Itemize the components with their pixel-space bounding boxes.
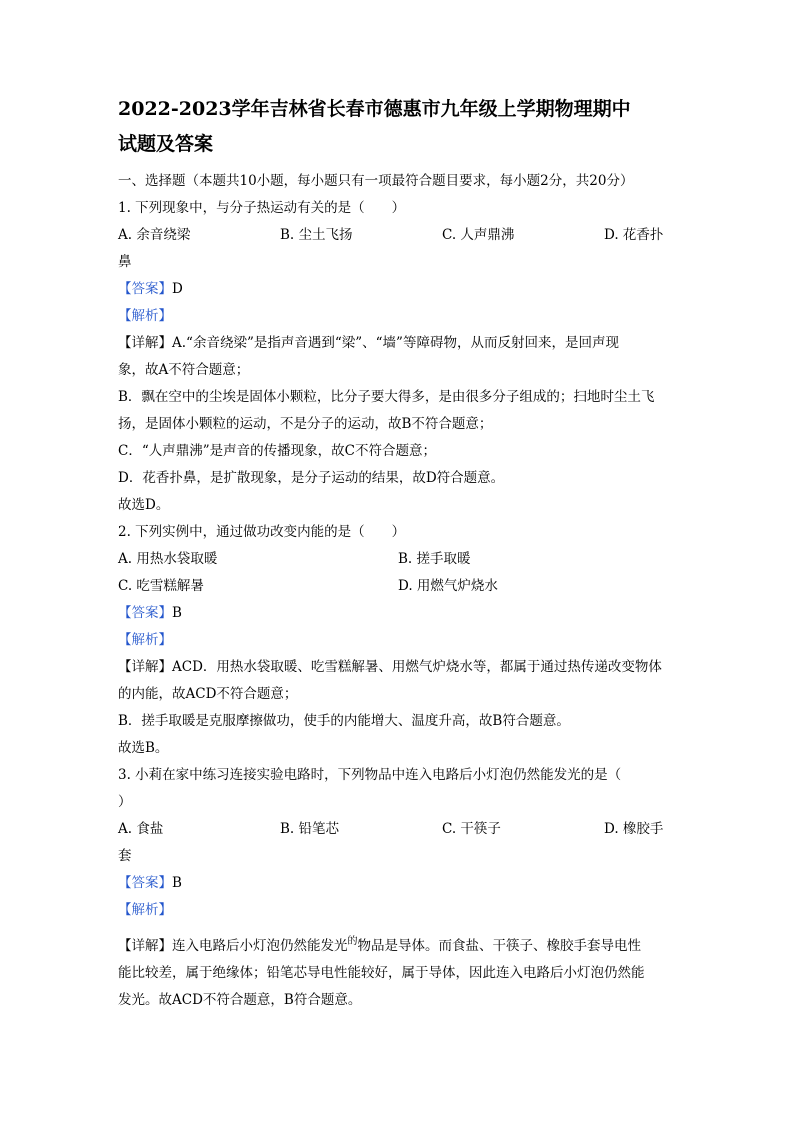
option-a: A. 食盐 [118, 821, 164, 837]
detail-line [118, 928, 678, 960]
question-stem: 2. 下列实例中，通过做功改变内能的是（ ） [118, 524, 406, 540]
answer-value: D [172, 281, 183, 297]
option-d: D. 用燃气炉烧水 [398, 578, 498, 594]
option-d: D. 花香扑 [604, 227, 664, 243]
detail-line [118, 330, 678, 357]
options-row [118, 546, 678, 573]
question-3 [118, 762, 678, 1014]
option-b: B. 铅笔芯 [280, 821, 340, 837]
detail-line: D．花香扑鼻，是扩散现象，是分子运动的结果，故D符合题意。 [118, 470, 505, 486]
detail-line: 扬，是固体小颗粒的运动，不是分子的运动，故B不符合题意； [118, 416, 493, 432]
detail-line: 象，故A不符合题意； [118, 362, 250, 378]
option-d: D. 橡胶手 [604, 821, 664, 837]
analysis-tag: 【解析】 [118, 902, 172, 918]
detail-line: 发光。故ACD不符合题意，B符合题意。 [118, 992, 362, 1008]
analysis-tag: 【解析】 [118, 308, 172, 324]
answer-line [118, 870, 678, 897]
question-1 [118, 195, 678, 519]
title-line-2: 试题及答案 [118, 133, 214, 155]
detail-line: B．搓手取暖是克服摩擦做功，使手的内能增大、温度升高，故B符合题意。 [118, 713, 570, 729]
detail-line [118, 654, 678, 681]
detail-line: C．“人声鼎沸”是声音的传播现象，故C不符合题意； [118, 443, 436, 459]
answer-tag: 【答案】 [118, 875, 172, 891]
question-2 [118, 519, 678, 762]
option-b: B. 尘土飞扬 [280, 227, 353, 243]
option-wrap: 套 [118, 848, 132, 864]
question-stem: 3. 小莉在家中练习连接实验电路时，下列物品中连入电路后小灯泡仍然能发光的是（ [118, 767, 622, 783]
options-row [118, 573, 678, 600]
analysis-tag: 【解析】 [118, 632, 172, 648]
detail-superscript: 的 [347, 936, 358, 947]
answer-value: B [172, 605, 182, 621]
detail-tag: 【详解】 [118, 938, 172, 954]
answer-line [118, 600, 678, 627]
option-c: C. 人声鼎沸 [442, 227, 515, 243]
detail-text: ACD．用热水袋取暖、吃雪糕解暑、用燃气炉烧水等，都属于通过热传递改变物体 [172, 659, 662, 675]
answer-tag: 【答案】 [118, 605, 172, 621]
answer-tag: 【答案】 [118, 281, 172, 297]
option-a: A. 余音绕梁 [118, 227, 191, 243]
document-page [118, 92, 678, 1014]
option-c: C. 吃雪糕解暑 [118, 578, 204, 594]
detail-line: 能比较差，属于绝缘体；铅笔芯导电性能较好，属于导体，因此连入电路后小灯泡仍然能 [118, 965, 645, 981]
question-stem-wrap: ） [118, 794, 132, 810]
detail-tag: 【详解】 [118, 335, 172, 351]
option-b: B. 搓手取暖 [398, 551, 471, 567]
question-stem: 1. 下列现象中，与分子热运动有关的是（ ） [118, 200, 406, 216]
detail-line: 故选B。 [118, 740, 169, 756]
answer-line [118, 276, 678, 303]
detail-line: 的内能，故ACD不符合题意； [118, 686, 298, 702]
page-title [118, 92, 678, 162]
detail-tag: 【详解】 [118, 659, 172, 675]
option-a: A. 用热水袋取暖 [118, 551, 218, 567]
answer-value: B [172, 875, 182, 891]
detail-text: 连入电路后小灯泡仍然能发光 [172, 938, 348, 954]
detail-text: 物品是导体。而食盐、干筷子、橡胶手套导电性 [357, 938, 641, 954]
option-c: C. 干筷子 [442, 821, 501, 837]
section-heading: 一、选择题（本题共10小题，每小题只有一项最符合题目要求，每小题2分，共20分） [118, 173, 634, 189]
options-row [118, 816, 678, 843]
detail-line: 故选D。 [118, 497, 170, 513]
options-row [118, 222, 678, 249]
detail-text: A.“余音绕梁”是指声音遇到“梁”、“墙”等障碍物，从而反射回来，是回声现 [172, 335, 619, 351]
title-line-1: 2022-2023学年吉林省长春市德惠市九年级上学期物理期中 [118, 98, 631, 120]
detail-line: B．飘在空中的尘埃是固体小颗粒，比分子要大得多，是由很多分子组成的；扫地时尘土飞 [118, 389, 655, 405]
option-wrap: 鼻 [118, 254, 132, 270]
